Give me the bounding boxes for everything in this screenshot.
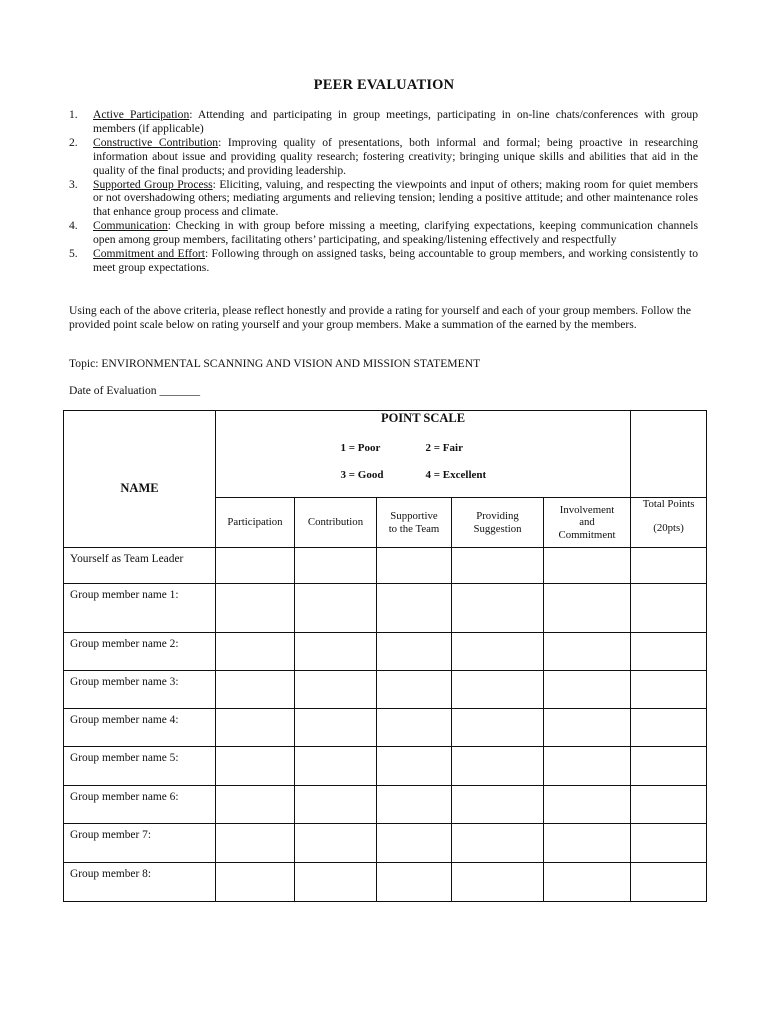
- rating-cell[interactable]: [544, 824, 631, 863]
- rating-cell[interactable]: [295, 786, 377, 824]
- rating-cell[interactable]: [452, 863, 544, 902]
- table-row: [64, 709, 707, 747]
- total-cell[interactable]: [631, 824, 707, 863]
- rating-cell[interactable]: [216, 863, 295, 902]
- point-scale-title: POINT SCALE: [380, 411, 466, 425]
- page-title: PEER EVALUATION: [313, 77, 455, 93]
- scale-excellent: 4 = Excellent: [425, 469, 487, 481]
- rating-cell[interactable]: [452, 633, 544, 671]
- table-row: [64, 584, 707, 633]
- criteria-item: 5. Commitment and Effort: Following through on assigned tasks, being accountable to group members, and working consistently to meet group expectations.: [69, 247, 698, 274]
- col-contribution: Contribution: [295, 498, 377, 548]
- total-cell[interactable]: [631, 548, 707, 584]
- total-cell[interactable]: [631, 709, 707, 747]
- criteria-item: 1. Active Participation: Attending and participating in group meetings, participating in on-line chats/conferences with group members (if applicable): [69, 108, 699, 135]
- criteria-list: [69, 108, 698, 275]
- total-cell[interactable]: [631, 633, 707, 671]
- table-row: [64, 633, 707, 671]
- rating-cell[interactable]: [216, 824, 295, 863]
- point-scale-row: [216, 469, 630, 481]
- scale-poor: 1 = Poor: [340, 442, 381, 454]
- total-cell[interactable]: [631, 786, 707, 824]
- rating-cell[interactable]: [377, 584, 452, 633]
- rating-cell[interactable]: [295, 709, 377, 747]
- total-cell[interactable]: [631, 747, 707, 786]
- col-participation: Participation: [216, 498, 295, 548]
- scale-good: 3 = Good: [340, 469, 384, 481]
- rating-cell[interactable]: [295, 633, 377, 671]
- scale-fair: 2 = Fair: [425, 442, 463, 454]
- peer-evaluation-table: [63, 410, 707, 902]
- table-row: [64, 786, 707, 824]
- total-cell[interactable]: [631, 671, 707, 709]
- col-involvement: Involvement and Commitment: [544, 498, 631, 548]
- rating-cell[interactable]: [544, 709, 631, 747]
- rating-cell[interactable]: [216, 709, 295, 747]
- table-row: [64, 824, 707, 863]
- rating-cell[interactable]: [295, 747, 377, 786]
- row-label: Group member name 2:: [64, 633, 216, 671]
- criteria-item: 2. Constructive Contribution: Improving quality of presentations, both informal and formal; being proactive in researching information about issue and providing quality research; fostering creativity; bringing unique skills and abilities that aid in the quality of the final products; and providing leadership.: [69, 135, 699, 177]
- col-supportive: Supportive to the Team: [377, 498, 452, 548]
- rating-cell[interactable]: [377, 633, 452, 671]
- rating-cell[interactable]: [452, 824, 544, 863]
- rating-cell[interactable]: [452, 786, 544, 824]
- row-label: Group member name 4:: [64, 709, 216, 747]
- rating-cell[interactable]: [377, 747, 452, 786]
- rating-cell[interactable]: [544, 671, 631, 709]
- criteria-term: Commitment and Effort: [93, 247, 205, 261]
- table-row: [64, 671, 707, 709]
- row-label: Group member name 3:: [64, 671, 216, 709]
- rating-cell[interactable]: [377, 548, 452, 584]
- date-of-evaluation[interactable]: Date of Evaluation _______: [69, 384, 201, 397]
- col-total-points: Total Points (20pts): [631, 498, 707, 548]
- row-label: Group member name 1:: [64, 584, 216, 633]
- rating-cell[interactable]: [295, 584, 377, 633]
- rating-cell[interactable]: [452, 548, 544, 584]
- rating-cell[interactable]: [216, 584, 295, 633]
- table-row: [64, 863, 707, 902]
- rating-cell[interactable]: [544, 863, 631, 902]
- point-scale-row: [216, 442, 630, 454]
- rating-cell[interactable]: [377, 824, 452, 863]
- criteria-term: Communication: [93, 219, 168, 233]
- row-label: Yourself as Team Leader: [64, 548, 216, 584]
- rating-cell[interactable]: [544, 548, 631, 584]
- rating-cell[interactable]: [452, 709, 544, 747]
- rating-cell[interactable]: [295, 863, 377, 902]
- row-label: Group member name 5:: [64, 747, 216, 786]
- rating-cell[interactable]: [295, 548, 377, 584]
- rating-cell[interactable]: [295, 824, 377, 863]
- row-label: Group member 8:: [64, 863, 216, 902]
- rating-cell[interactable]: [216, 786, 295, 824]
- rating-cell[interactable]: [452, 747, 544, 786]
- total-cell[interactable]: [631, 584, 707, 633]
- col-providing-suggestion: Providing Suggestion: [452, 498, 544, 548]
- rating-cell[interactable]: [544, 747, 631, 786]
- criteria-term: Constructive Contribution: [93, 135, 219, 149]
- blank-header-cell: [631, 411, 707, 498]
- rating-cell[interactable]: [216, 671, 295, 709]
- table-row: [64, 548, 707, 584]
- rating-cell[interactable]: [452, 671, 544, 709]
- rating-cell[interactable]: [544, 584, 631, 633]
- table-row: [64, 747, 707, 786]
- criteria-term: Active Participation: [93, 108, 190, 121]
- instructions-paragraph: Using each of the above criteria, please reflect honestly and provide a rating for yourself and each of your group members. Follow the provided point scale below on rating yourself and your group members. Make a summation of the earned by the members.: [69, 304, 691, 332]
- rating-cell[interactable]: [377, 786, 452, 824]
- rating-cell[interactable]: [544, 633, 631, 671]
- total-cell[interactable]: [631, 863, 707, 902]
- criteria-item: 4. Communication: Checking in with group before missing a meeting, clarifying expectations, keeping communication channels open among group members, facilitating others’ participating, and speaking/listening effectively and respectfully: [69, 219, 698, 247]
- name-header: NAME: [64, 411, 216, 548]
- rating-cell[interactable]: [295, 671, 377, 709]
- row-label: Group member 7:: [64, 824, 216, 863]
- rating-cell[interactable]: [377, 709, 452, 747]
- rating-cell[interactable]: [452, 584, 544, 633]
- topic-line: Topic: ENVIRONMENTAL SCANNING AND VISION AND MISSION STATEMENT: [69, 357, 481, 370]
- criteria-term: Supported Group Process: [93, 177, 213, 191]
- rating-cell[interactable]: [377, 863, 452, 902]
- point-scale-cell: [216, 411, 631, 498]
- rating-cell[interactable]: [544, 786, 631, 824]
- rating-cell[interactable]: [216, 548, 295, 584]
- rating-cell[interactable]: [216, 633, 295, 671]
- criteria-item: 3. Supported Group Process: Eliciting, valuing, and respecting the viewpoints and input of others; making room for quiet members or not overshadowing others; mediating arguments and relieving tension; lending a positive attitude; and other maintenance roles that enhance group process and climate.: [69, 177, 698, 219]
- rating-cell[interactable]: [377, 671, 452, 709]
- rating-cell[interactable]: [216, 747, 295, 786]
- row-label: Group member name 6:: [64, 786, 216, 824]
